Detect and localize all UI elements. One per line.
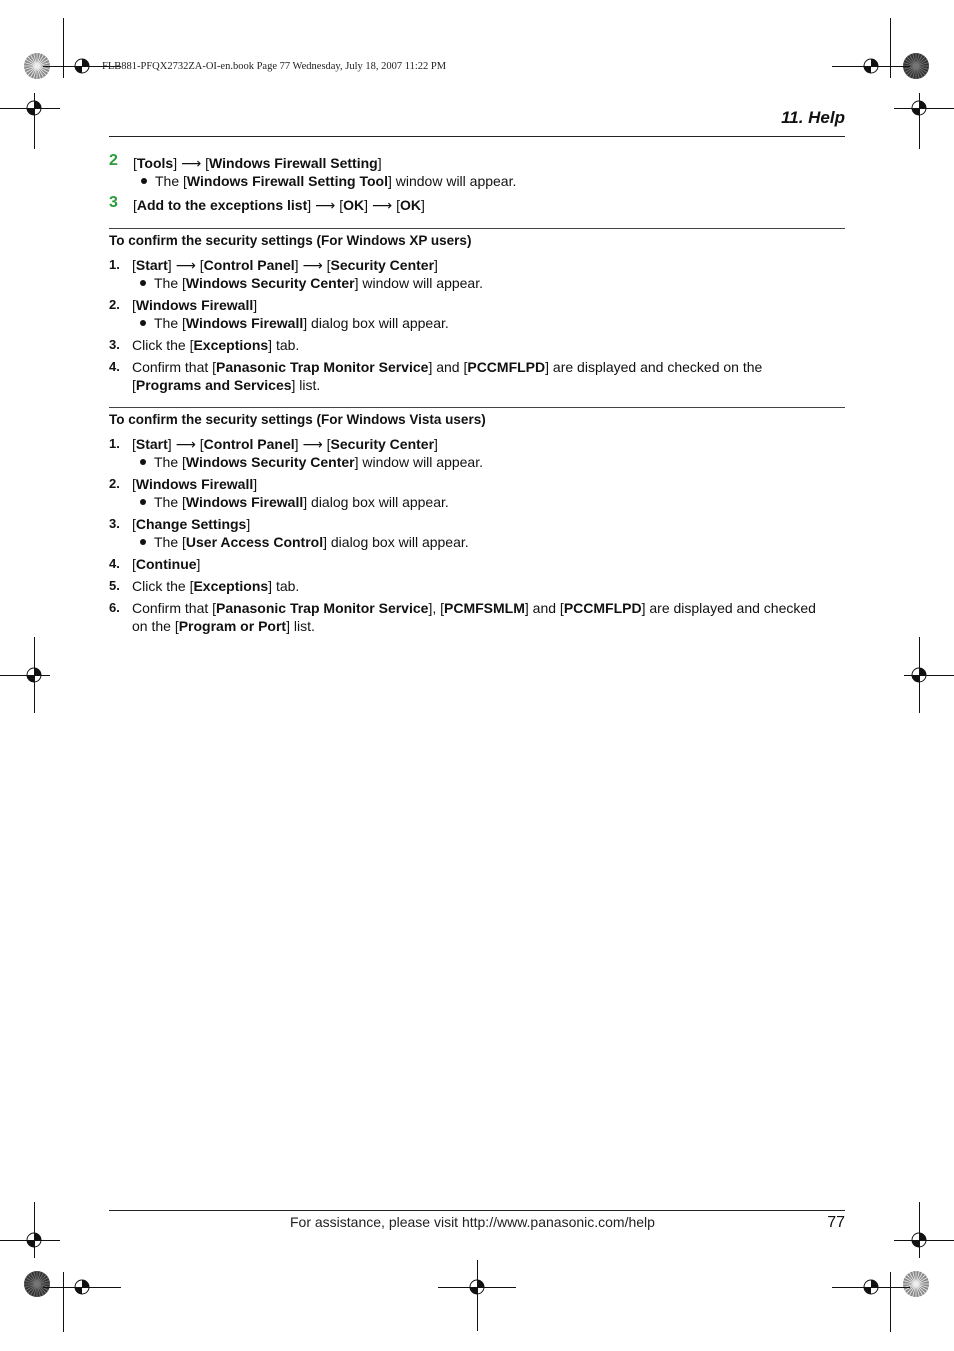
vista-item-3-note: The [User Access Control] dialog box will appear. xyxy=(132,533,849,551)
crop-line xyxy=(890,18,891,78)
crop-line xyxy=(34,93,35,149)
xp-item-2: 2. [Windows Firewall] xyxy=(109,297,258,313)
crop-line xyxy=(477,1260,478,1331)
vista-item-1-note: The [Windows Security Center] window will appear. xyxy=(132,453,849,471)
section-rule-vista xyxy=(109,407,845,408)
book-info: FLB881-PFQX2732ZA-OI-en.book Page 77 Wednesday, July 18, 2007 11:22 PM xyxy=(102,61,447,72)
crop-line xyxy=(34,1202,35,1258)
crop-line xyxy=(43,1287,121,1288)
assistance-text: For assistance, please visit http://www.panasonic.com/help xyxy=(290,1214,655,1230)
step-number: 3 xyxy=(109,194,118,211)
step-3 xyxy=(109,196,849,214)
vista-item-5: 5. Click the [Exceptions] tab. xyxy=(109,578,300,594)
arrow-icon: ⟶ xyxy=(175,436,196,452)
crop-line xyxy=(34,637,35,713)
crop-line xyxy=(919,93,920,149)
rosette-mark-bottom-right xyxy=(902,1270,930,1298)
xp-section xyxy=(109,232,849,394)
arrow-icon: ⟶ xyxy=(175,257,196,273)
crop-line xyxy=(919,1202,920,1258)
xp-item-2-note: The [Windows Firewall] dialog box will appear. xyxy=(132,314,849,332)
section-rule-xp xyxy=(109,228,845,229)
crop-line xyxy=(890,1272,891,1332)
crop-line xyxy=(832,1287,910,1288)
crop-line xyxy=(904,675,954,676)
step-2-note: The [Windows Firewall Setting Tool] window will appear. xyxy=(133,172,849,190)
crop-line xyxy=(0,108,60,109)
rosette-mark-bottom-left xyxy=(23,1270,51,1298)
menu-tools: Tools xyxy=(136,155,174,171)
step-path: [Tools] ⟶ [Windows Firewall Setting] xyxy=(133,155,382,171)
crop-line xyxy=(0,1240,60,1241)
vista-item-3: 3. [Change Settings] xyxy=(109,516,251,532)
vista-item-4: 4. [Continue] xyxy=(109,556,201,572)
arrow-icon: ⟶ xyxy=(181,155,202,171)
xp-item-1-note: The [Windows Security Center] window will appear. xyxy=(132,274,849,292)
xp-item-3: 3. Click the [Exceptions] tab. xyxy=(109,337,300,353)
footer-rule xyxy=(109,1210,845,1211)
crop-line xyxy=(919,637,920,713)
xp-heading: To confirm the security settings (For Windows XP users) xyxy=(109,233,472,248)
vista-item-2-note: The [Windows Firewall] dialog box will appear. xyxy=(132,493,849,511)
header-rule xyxy=(109,136,845,137)
vista-item-6: 6. Confirm that [Panasonic Trap Monitor Service], [PCMFSMLM] and [PCCMFLPD] are displayed and checked on the [Program or Port] list. xyxy=(109,600,816,634)
arrow-icon: ⟶ xyxy=(302,257,323,273)
crop-line xyxy=(894,1240,954,1241)
crop-line xyxy=(63,18,64,78)
crop-line xyxy=(832,66,910,67)
xp-item-4: 4. Confirm that [Panasonic Trap Monitor Service] and [PCCMFLPD] are displayed and checked on the [Programs and Services] list. xyxy=(109,359,763,393)
step-2 xyxy=(109,154,849,172)
page-number: 77 xyxy=(827,1214,845,1231)
vista-item-1: 1. [Start] ⟶ [Control Panel] ⟶ [Security Center] xyxy=(109,436,438,452)
arrow-icon: ⟶ xyxy=(302,436,323,452)
crop-line xyxy=(63,1272,64,1332)
vista-item-2: 2. [Windows Firewall] xyxy=(109,476,258,492)
xp-item-1: 1. [Start] ⟶ [Control Panel] ⟶ [Security Center] xyxy=(109,257,438,273)
menu-windows-firewall-setting: Windows Firewall Setting xyxy=(209,155,378,171)
vista-section xyxy=(109,411,849,635)
section-title: 11. Help xyxy=(781,108,845,127)
vista-heading: To confirm the security settings (For Windows Vista users) xyxy=(109,412,486,427)
step-path: [Add to the exceptions list] ⟶ [OK] ⟶ [OK] xyxy=(133,197,425,213)
arrow-icon: ⟶ xyxy=(372,197,393,213)
steps-top xyxy=(109,154,849,214)
crop-line xyxy=(0,675,50,676)
crop-line xyxy=(894,108,954,109)
arrow-icon: ⟶ xyxy=(315,197,336,213)
step-number: 2 xyxy=(109,152,118,169)
